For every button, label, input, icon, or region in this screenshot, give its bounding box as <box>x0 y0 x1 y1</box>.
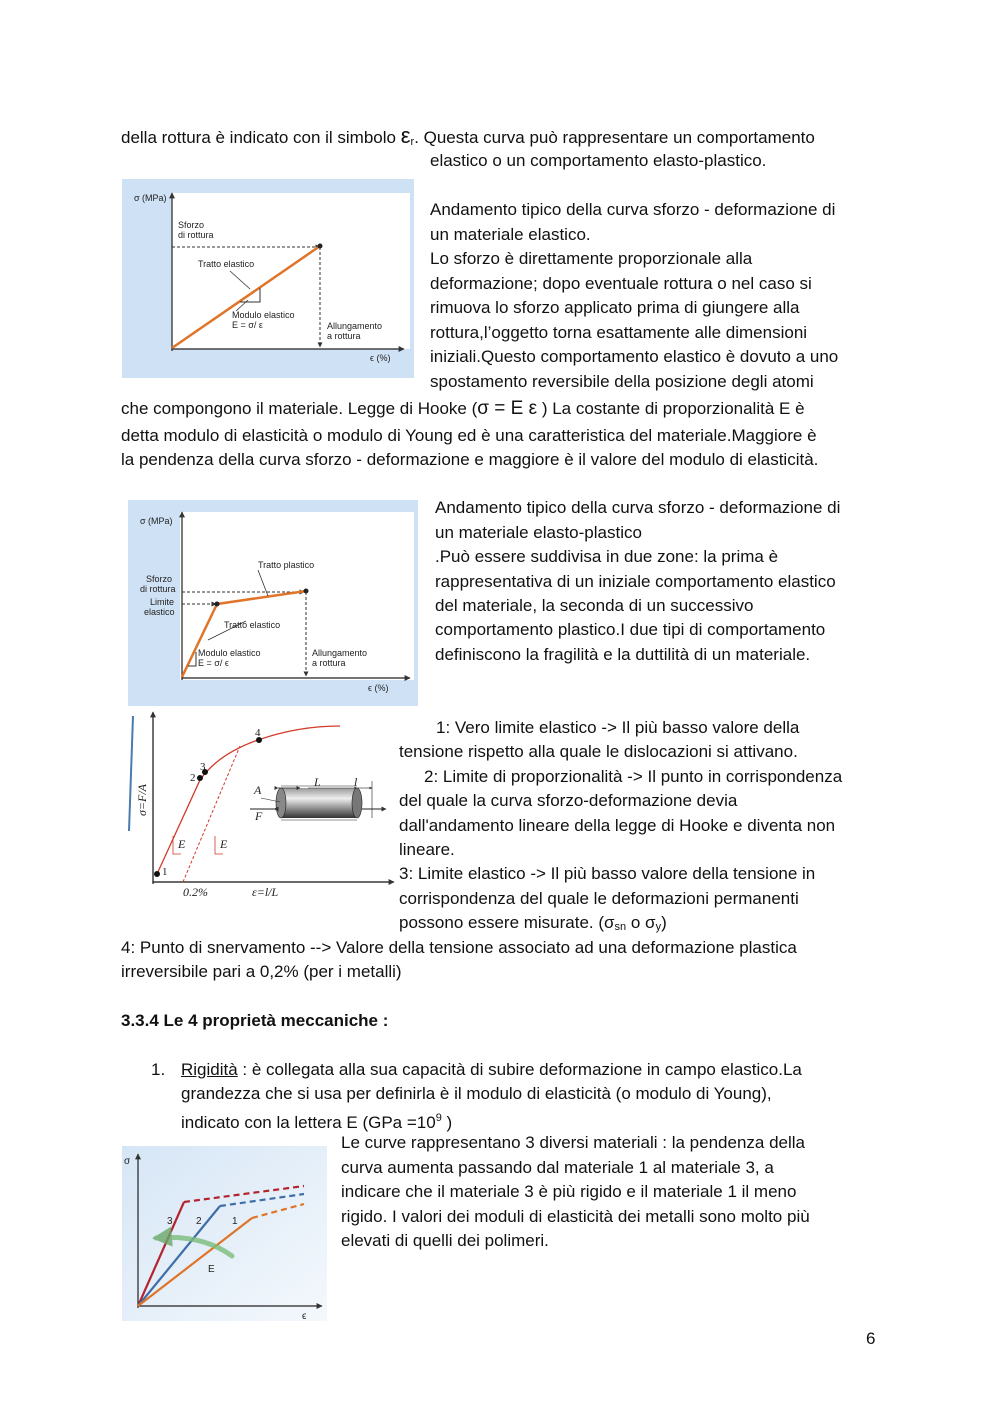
paragraph-line: Lo sforzo è direttamente proporzionale alla <box>430 249 753 268</box>
label: Allungamento <box>312 648 368 658</box>
label: E = σ/ ε <box>232 320 263 330</box>
paragraph-line: indicare che il materiale 3 è più rigido e il materiale 1 il meno <box>341 1182 797 1201</box>
paragraph-line: dall'andamento lineare della legge di Hooke e diventa non <box>399 816 836 835</box>
point-label: 3 <box>200 761 206 773</box>
label: F <box>255 809 263 823</box>
x-axis-label: ϵ <box>302 1311 307 1321</box>
paragraph-line: rappresentativa di un iniziale comportamento elastico <box>435 572 836 591</box>
paragraph-line: un materiale elasto-plastico <box>435 523 642 542</box>
elastic-stress-strain-figure <box>122 179 414 378</box>
y-axis-label: σ (MPa) <box>134 193 167 203</box>
label: L <box>314 775 321 789</box>
series-label: 1 <box>232 1216 238 1227</box>
label: Tratto plastico <box>258 560 315 570</box>
paragraph-line: 2: Limite di proporzionalità -> Il punto in corrispondenza <box>424 767 843 786</box>
paragraph-line: detta modulo di elasticità o modulo di Young ed è una caratteristica del materiale.Maggiore è <box>121 426 817 445</box>
paragraph-line: spostamento reversibile della posizione degli atomi <box>430 372 814 391</box>
paragraph-line: 1: Vero limite elastico -> Il più basso valore della <box>436 718 800 737</box>
paragraph-line: Le curve rappresentano 3 diversi materiali : la pendenza della <box>341 1133 805 1152</box>
label: Tratto elastico <box>198 259 255 269</box>
list-number: 1. <box>151 1060 166 1079</box>
x-axis-label: ϵ (%) <box>368 683 389 693</box>
paragraph-line: del quale la curva sforzo-deformazione devia <box>399 791 738 810</box>
paragraph-line: curva aumenta passando dal materiale 1 al materiale 3, a <box>341 1158 774 1177</box>
paragraph-line: rottura,l’oggetto torna esattamente alle dimensioni <box>430 323 808 342</box>
label: E <box>220 837 228 851</box>
label: 0.2% <box>183 885 208 899</box>
x-axis-label: ε=l/L <box>252 885 279 899</box>
label: l <box>354 775 358 789</box>
section-heading: 3.3.4 Le 4 proprietà meccaniche : <box>121 1011 389 1030</box>
y-axis-label: σ=F/A <box>135 783 149 816</box>
label: Sforzo <box>146 574 173 584</box>
label: elastico <box>144 607 175 617</box>
label: Sforzo <box>178 220 205 230</box>
paragraph-line: corrispondenza del quale le deformazioni permanenti <box>399 889 799 908</box>
paragraph-line: Andamento tipico della curva sforzo - deformazione di <box>435 498 841 517</box>
label: A <box>254 783 262 797</box>
paragraph-line: 4: Punto di snervamento --> Valore della tensione associato ad una deformazione plastica <box>121 938 797 957</box>
stiffness-curves-figure <box>122 1146 327 1321</box>
x-axis-label: ϵ (%) <box>370 353 391 363</box>
paragraph-line: irreversibile pari a 0,2% (per i metalli) <box>121 962 402 981</box>
label: Modulo elastico <box>198 648 261 658</box>
paragraph-line: deformazione; dopo eventuale rottura o nel caso si <box>430 274 812 293</box>
y-axis-label: σ <box>124 1156 131 1167</box>
paragraph-line: del materiale, la seconda di un successivo <box>435 596 754 615</box>
paragraph-line: lineare. <box>399 840 455 859</box>
point-label: 1 <box>162 866 168 878</box>
paragraph-line: tensione rispetto alla quale le dislocazioni si attivano. <box>399 742 798 761</box>
paragraph-line: iniziali.Questo comportamento elastico è dovuto a uno <box>430 347 839 366</box>
label: Tratto elastico <box>224 620 281 630</box>
paragraph-line: rimuova lo sforzo applicato prima di giungere alla <box>430 298 800 317</box>
paragraph-line: rigido. I valori dei moduli di elasticità dei metalli sono molto più <box>341 1207 810 1226</box>
paragraph-line: grandezza che si usa per definirla è il modulo di elasticità (o modulo di Young), <box>181 1084 772 1103</box>
label: Limite <box>150 597 175 607</box>
paragraph-line: indicato con la lettera E ($GPa =10^9$ ) <box>181 1112 453 1132</box>
paragraph-line: della rottura è indicato con il simbolo εr. Questa curva può rappresentare un comportamento <box>121 123 815 148</box>
paragraph-line: .Può essere suddivisa in due zone: la prima è <box>435 547 779 566</box>
paragraph-line: che compongono il materiale. Legge di Hooke (σ = E ε ) La costante di proporzionalità E è <box>121 398 805 419</box>
page-number: 6 <box>866 1329 876 1348</box>
label: a rottura <box>327 331 361 341</box>
label: di rottura <box>140 584 176 594</box>
point-label: 4 <box>255 727 261 739</box>
label: Modulo elastico <box>232 310 295 320</box>
paragraph-line: un materiale elastico. <box>430 225 591 244</box>
paragraph-line: comportamento plastico.I due tipi di comportamento <box>435 620 826 639</box>
paragraph-line: elevati di quelli dei polimeri. <box>341 1231 549 1250</box>
label: a rottura <box>312 658 346 668</box>
label: E = σ/ ϵ <box>198 658 229 668</box>
label: di rottura <box>178 230 214 240</box>
series-label: 3 <box>167 1216 173 1227</box>
paragraph-line: Andamento tipico della curva sforzo - deformazione di <box>430 200 836 219</box>
label: E <box>178 837 186 851</box>
label: E <box>208 1264 215 1275</box>
paragraph-line: elastico o un comportamento elasto-plastico. <box>430 151 767 170</box>
series-label: 2 <box>196 1216 202 1227</box>
paragraph-line: possono essere misurate. (σsn o σy) <box>399 913 667 933</box>
label: Allungamento <box>327 321 383 331</box>
y-axis-label: σ (MPa) <box>140 516 173 526</box>
paragraph-line: la pendenza della curva sforzo - deformazione e maggiore è il valore del modulo di elasticità. <box>121 450 819 469</box>
elastoplastic-stress-strain-figure <box>128 500 418 706</box>
paragraph-line: Rigidità : è collegata alla sua capacità di subire deformazione in campo elastico.La <box>181 1060 802 1079</box>
paragraph-line: 3: Limite elastico -> Il più basso valore della tensione in <box>399 864 816 883</box>
point-label: 2 <box>190 772 196 784</box>
paragraph-line: definiscono la fragilità e la duttilità di un materiale. <box>435 645 811 664</box>
elastic-limits-figure <box>128 706 400 902</box>
